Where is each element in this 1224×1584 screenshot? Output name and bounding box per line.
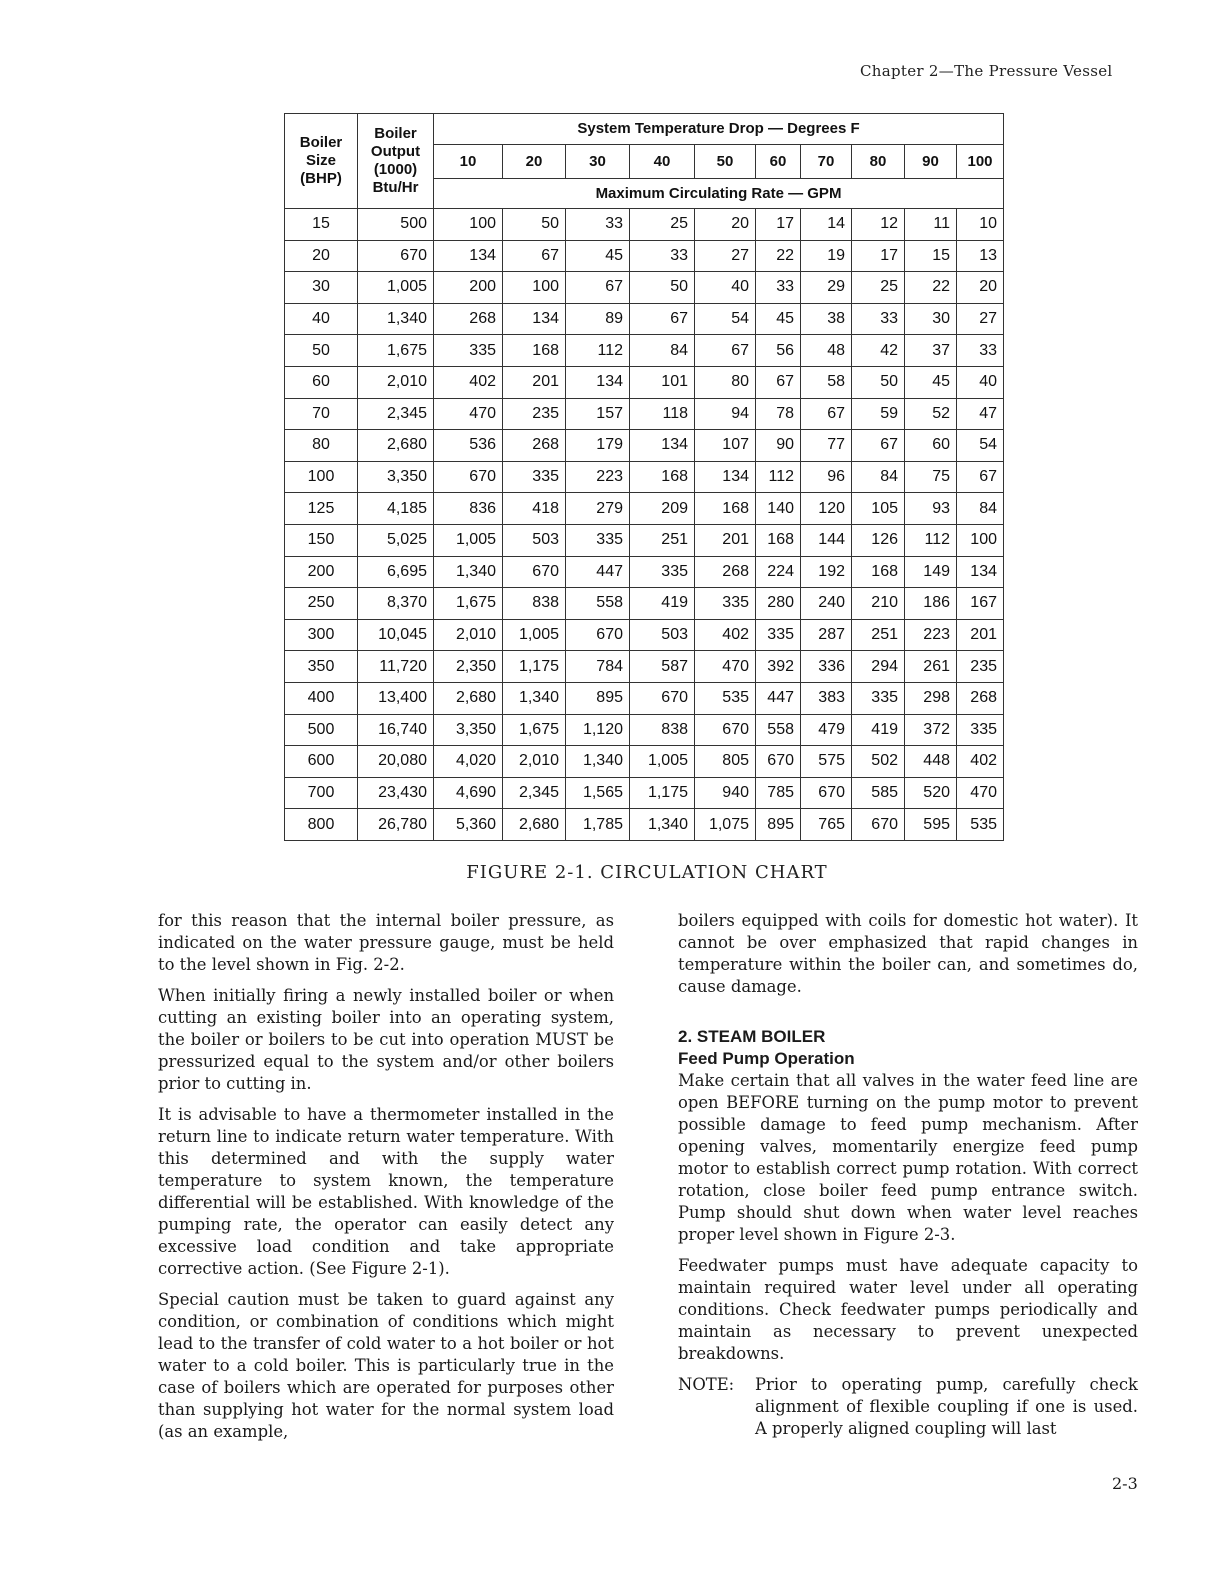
table-row <box>285 272 1004 304</box>
cell-boiler-output: 1,005 <box>358 272 434 304</box>
cell-gpm: 134 <box>695 461 756 493</box>
cell-gpm: 670 <box>695 714 756 746</box>
cell-boiler-output: 26,780 <box>358 809 434 841</box>
cell-boiler-size: 250 <box>285 588 358 620</box>
cell-gpm: 670 <box>801 777 852 809</box>
cell-gpm: 201 <box>695 524 756 556</box>
note-text: Prior to operating pump, carefully check alignment of flexible coupling if one is used. A properly aligned coupling will last <box>755 1375 1138 1438</box>
cell-gpm: 279 <box>566 493 630 525</box>
cell-gpm: 112 <box>756 461 801 493</box>
temp-drop-header: 40 <box>630 145 695 179</box>
cell-gpm: 2,345 <box>503 777 566 809</box>
cell-gpm: 84 <box>630 335 695 367</box>
cell-gpm: 335 <box>756 619 801 651</box>
paragraph: Make certain that all valves in the water feed line are open BEFORE turning on the pump motor to prevent possible damage to feed pump mechanism. After opening valves, momentarily energize feed pump motor to establish correct pump rotation. With correct rotation, close boiler feed pump entrance switch. Pump should shut down when water level reaches proper level shown in Figure 2-3. <box>678 1071 1138 1244</box>
cell-boiler-size: 40 <box>285 303 358 335</box>
cell-gpm: 40 <box>957 366 1004 398</box>
cell-boiler-output: 8,370 <box>358 588 434 620</box>
cell-gpm: 235 <box>503 398 566 430</box>
cell-gpm: 67 <box>566 272 630 304</box>
cell-gpm: 558 <box>756 714 801 746</box>
cell-boiler-size: 350 <box>285 651 358 683</box>
page-number: 2-3 <box>1112 1474 1138 1493</box>
cell-gpm: 223 <box>566 461 630 493</box>
circulation-chart-table <box>284 113 1004 841</box>
cell-gpm: 470 <box>957 777 1004 809</box>
cell-gpm: 58 <box>801 366 852 398</box>
cell-gpm: 670 <box>852 809 905 841</box>
cell-gpm: 17 <box>852 240 905 272</box>
temp-drop-header: 50 <box>695 145 756 179</box>
cell-gpm: 670 <box>434 461 503 493</box>
cell-gpm: 120 <box>801 493 852 525</box>
cell-gpm: 335 <box>695 588 756 620</box>
note <box>678 1374 1138 1440</box>
cell-gpm: 22 <box>756 240 801 272</box>
cell-gpm: 50 <box>630 272 695 304</box>
cell-gpm: 80 <box>695 366 756 398</box>
temp-drop-header: 20 <box>503 145 566 179</box>
cell-gpm: 2,350 <box>434 651 503 683</box>
cell-gpm: 168 <box>852 556 905 588</box>
cell-gpm: 335 <box>566 524 630 556</box>
cell-boiler-output: 10,045 <box>358 619 434 651</box>
cell-gpm: 3,350 <box>434 714 503 746</box>
cell-boiler-output: 3,350 <box>358 461 434 493</box>
temp-drop-header: 90 <box>905 145 957 179</box>
cell-gpm: 503 <box>503 524 566 556</box>
cell-gpm: 765 <box>801 809 852 841</box>
cell-gpm: 838 <box>630 714 695 746</box>
cell-gpm: 186 <box>905 588 957 620</box>
cell-gpm: 419 <box>852 714 905 746</box>
cell-gpm: 470 <box>434 398 503 430</box>
cell-gpm: 1,005 <box>434 524 503 556</box>
cell-gpm: 201 <box>503 366 566 398</box>
cell-gpm: 670 <box>503 556 566 588</box>
cell-gpm: 59 <box>852 398 905 430</box>
cell-gpm: 383 <box>801 682 852 714</box>
cell-gpm: 134 <box>434 240 503 272</box>
cell-gpm: 33 <box>630 240 695 272</box>
cell-gpm: 585 <box>852 777 905 809</box>
cell-boiler-size: 60 <box>285 366 358 398</box>
cell-gpm: 144 <box>801 524 852 556</box>
cell-gpm: 134 <box>503 303 566 335</box>
cell-gpm: 192 <box>801 556 852 588</box>
paragraph: boilers equipped with coils for domestic hot water). It cannot be over emphasized that rapid changes in temperature within the boiler can, and sometimes do, cause damage. <box>678 911 1138 996</box>
cell-boiler-output: 6,695 <box>358 556 434 588</box>
cell-gpm: 223 <box>905 619 957 651</box>
cell-gpm: 1,340 <box>503 682 566 714</box>
cell-gpm: 940 <box>695 777 756 809</box>
note-label: NOTE: <box>678 1375 735 1394</box>
cell-boiler-size: 80 <box>285 430 358 462</box>
cell-gpm: 56 <box>756 335 801 367</box>
cell-gpm: 2,010 <box>434 619 503 651</box>
cell-boiler-output: 4,185 <box>358 493 434 525</box>
table-row <box>285 430 1004 462</box>
cell-gpm: 502 <box>852 746 905 778</box>
cell-gpm: 25 <box>852 272 905 304</box>
cell-boiler-output: 1,340 <box>358 303 434 335</box>
cell-gpm: 15 <box>905 240 957 272</box>
cell-boiler-size: 100 <box>285 461 358 493</box>
table-row <box>285 714 1004 746</box>
cell-boiler-size: 300 <box>285 619 358 651</box>
cell-gpm: 50 <box>852 366 905 398</box>
paragraph: for this reason that the internal boiler pressure, as indicated on the water pressure gauge, must be held to the level shown in Fig. 2-2. <box>158 911 614 974</box>
cell-gpm: 37 <box>905 335 957 367</box>
cell-gpm: 402 <box>434 366 503 398</box>
cell-gpm: 100 <box>503 272 566 304</box>
cell-gpm: 520 <box>905 777 957 809</box>
cell-gpm: 4,690 <box>434 777 503 809</box>
cell-gpm: 447 <box>566 556 630 588</box>
cell-gpm: 54 <box>957 430 1004 462</box>
cell-gpm: 251 <box>852 619 905 651</box>
cell-gpm: 67 <box>503 240 566 272</box>
cell-gpm: 558 <box>566 588 630 620</box>
cell-gpm: 149 <box>905 556 957 588</box>
cell-gpm: 48 <box>801 335 852 367</box>
cell-gpm: 1,340 <box>566 746 630 778</box>
col-header-boiler-size: Boiler Size (BHP) <box>285 114 358 209</box>
cell-gpm: 785 <box>756 777 801 809</box>
cell-gpm: 84 <box>852 461 905 493</box>
cell-gpm: 140 <box>756 493 801 525</box>
cell-boiler-output: 20,080 <box>358 746 434 778</box>
cell-gpm: 78 <box>756 398 801 430</box>
cell-gpm: 419 <box>630 588 695 620</box>
cell-gpm: 45 <box>566 240 630 272</box>
cell-gpm: 107 <box>695 430 756 462</box>
cell-boiler-output: 2,680 <box>358 430 434 462</box>
cell-gpm: 201 <box>957 619 1004 651</box>
cell-gpm: 210 <box>852 588 905 620</box>
cell-gpm: 100 <box>957 524 1004 556</box>
cell-gpm: 503 <box>630 619 695 651</box>
cell-gpm: 27 <box>957 303 1004 335</box>
cell-gpm: 335 <box>957 714 1004 746</box>
cell-gpm: 101 <box>630 366 695 398</box>
paragraph: It is advisable to have a thermometer installed in the return line to indicate return water temperature. With this determined and with the supply water temperature to system known, the temperature differential will be established. With knowledge of the pumping rate, the operator can easily detect any excessive load condition and take appropriate corrective action. (See Figure 2-1). <box>158 1105 614 1278</box>
cell-gpm: 112 <box>905 524 957 556</box>
cell-boiler-output: 1,675 <box>358 335 434 367</box>
cell-boiler-size: 500 <box>285 714 358 746</box>
cell-gpm: 94 <box>695 398 756 430</box>
cell-gpm: 261 <box>905 651 957 683</box>
cell-boiler-size: 20 <box>285 240 358 272</box>
cell-gpm: 179 <box>566 430 630 462</box>
cell-gpm: 112 <box>566 335 630 367</box>
cell-gpm: 335 <box>852 682 905 714</box>
cell-boiler-output: 13,400 <box>358 682 434 714</box>
left-text-column <box>158 910 614 1452</box>
cell-gpm: 67 <box>695 335 756 367</box>
cell-gpm: 479 <box>801 714 852 746</box>
temp-drop-header: 70 <box>801 145 852 179</box>
cell-gpm: 535 <box>695 682 756 714</box>
cell-gpm: 89 <box>566 303 630 335</box>
cell-gpm: 470 <box>695 651 756 683</box>
temp-drop-header: 60 <box>756 145 801 179</box>
cell-gpm: 93 <box>905 493 957 525</box>
cell-gpm: 168 <box>630 461 695 493</box>
cell-gpm: 168 <box>503 335 566 367</box>
cell-boiler-output: 11,720 <box>358 651 434 683</box>
cell-gpm: 27 <box>695 240 756 272</box>
cell-boiler-size: 15 <box>285 209 358 241</box>
cell-boiler-size: 125 <box>285 493 358 525</box>
cell-gpm: 235 <box>957 651 1004 683</box>
cell-gpm: 38 <box>801 303 852 335</box>
table-row <box>285 209 1004 241</box>
table-row <box>285 746 1004 778</box>
cell-gpm: 200 <box>434 272 503 304</box>
cell-boiler-size: 30 <box>285 272 358 304</box>
table-row <box>285 524 1004 556</box>
cell-gpm: 670 <box>756 746 801 778</box>
temp-drop-header: 80 <box>852 145 905 179</box>
cell-boiler-size: 800 <box>285 809 358 841</box>
cell-gpm: 67 <box>801 398 852 430</box>
cell-gpm: 1,565 <box>566 777 630 809</box>
cell-gpm: 298 <box>905 682 957 714</box>
cell-gpm: 4,020 <box>434 746 503 778</box>
group-header-temp-drop: System Temperature Drop — Degrees F <box>434 114 1004 145</box>
cell-gpm: 20 <box>695 209 756 241</box>
figure-caption: FIGURE 2-1. CIRCULATION CHART <box>466 862 828 883</box>
cell-gpm: 1,785 <box>566 809 630 841</box>
col-header-boiler-output: Boiler Output (1000) Btu/Hr <box>358 114 434 209</box>
cell-boiler-size: 150 <box>285 524 358 556</box>
cell-gpm: 157 <box>566 398 630 430</box>
cell-gpm: 47 <box>957 398 1004 430</box>
cell-gpm: 17 <box>756 209 801 241</box>
cell-gpm: 1,005 <box>630 746 695 778</box>
cell-gpm: 268 <box>695 556 756 588</box>
cell-gpm: 50 <box>503 209 566 241</box>
cell-gpm: 1,675 <box>503 714 566 746</box>
temp-drop-header: 10 <box>434 145 503 179</box>
table-row <box>285 556 1004 588</box>
cell-gpm: 268 <box>434 303 503 335</box>
table-row <box>285 461 1004 493</box>
cell-gpm: 268 <box>957 682 1004 714</box>
cell-boiler-size: 200 <box>285 556 358 588</box>
cell-gpm: 33 <box>852 303 905 335</box>
cell-gpm: 392 <box>756 651 801 683</box>
sub-header-gpm: Maximum Circulating Rate — GPM <box>434 179 1004 209</box>
cell-gpm: 224 <box>756 556 801 588</box>
cell-gpm: 77 <box>801 430 852 462</box>
cell-gpm: 22 <box>905 272 957 304</box>
cell-gpm: 52 <box>905 398 957 430</box>
cell-gpm: 587 <box>630 651 695 683</box>
cell-gpm: 5,360 <box>434 809 503 841</box>
cell-gpm: 100 <box>434 209 503 241</box>
cell-gpm: 1,075 <box>695 809 756 841</box>
cell-gpm: 1,675 <box>434 588 503 620</box>
cell-gpm: 447 <box>756 682 801 714</box>
cell-gpm: 251 <box>630 524 695 556</box>
cell-gpm: 84 <box>957 493 1004 525</box>
cell-gpm: 402 <box>695 619 756 651</box>
table-row <box>285 240 1004 272</box>
cell-gpm: 33 <box>756 272 801 304</box>
table-row <box>285 335 1004 367</box>
cell-gpm: 67 <box>756 366 801 398</box>
cell-boiler-size: 50 <box>285 335 358 367</box>
cell-gpm: 67 <box>957 461 1004 493</box>
cell-gpm: 90 <box>756 430 801 462</box>
cell-boiler-output: 670 <box>358 240 434 272</box>
cell-gpm: 19 <box>801 240 852 272</box>
cell-gpm: 33 <box>566 209 630 241</box>
cell-gpm: 1,120 <box>566 714 630 746</box>
cell-gpm: 2,010 <box>503 746 566 778</box>
cell-gpm: 240 <box>801 588 852 620</box>
paragraph: Feedwater pumps must have adequate capacity to maintain required water level under all operating conditions. Check feedwater pumps periodically and maintain as necessary to prevent unexpected breakdowns. <box>678 1256 1138 1363</box>
table-row <box>285 682 1004 714</box>
table-row <box>285 398 1004 430</box>
temp-drop-header: 30 <box>566 145 630 179</box>
table-row <box>285 619 1004 651</box>
cell-gpm: 335 <box>503 461 566 493</box>
cell-gpm: 670 <box>566 619 630 651</box>
cell-gpm: 60 <box>905 430 957 462</box>
cell-gpm: 595 <box>905 809 957 841</box>
cell-gpm: 134 <box>630 430 695 462</box>
cell-gpm: 105 <box>852 493 905 525</box>
cell-gpm: 418 <box>503 493 566 525</box>
cell-gpm: 20 <box>957 272 1004 304</box>
cell-gpm: 448 <box>905 746 957 778</box>
cell-gpm: 67 <box>852 430 905 462</box>
cell-boiler-output: 5,025 <box>358 524 434 556</box>
cell-gpm: 294 <box>852 651 905 683</box>
cell-gpm: 535 <box>957 809 1004 841</box>
cell-gpm: 30 <box>905 303 957 335</box>
table-row <box>285 651 1004 683</box>
cell-gpm: 96 <box>801 461 852 493</box>
table-row <box>285 493 1004 525</box>
cell-gpm: 1,340 <box>434 556 503 588</box>
cell-gpm: 838 <box>503 588 566 620</box>
running-head: Chapter 2—The Pressure Vessel <box>860 62 1113 80</box>
cell-gpm: 287 <box>801 619 852 651</box>
cell-gpm: 118 <box>630 398 695 430</box>
cell-boiler-output: 500 <box>358 209 434 241</box>
cell-gpm: 12 <box>852 209 905 241</box>
cell-boiler-size: 700 <box>285 777 358 809</box>
cell-gpm: 45 <box>756 303 801 335</box>
cell-gpm: 402 <box>957 746 1004 778</box>
cell-gpm: 1,175 <box>503 651 566 683</box>
table-row <box>285 777 1004 809</box>
cell-gpm: 895 <box>756 809 801 841</box>
paragraph: When initially firing a newly installed boiler or when cutting an existing boiler into an operating system, the boiler or boilers to be cut into operation MUST be pressurized equal to the system and/or other boilers prior to cutting in. <box>158 986 614 1093</box>
cell-gpm: 45 <box>905 366 957 398</box>
cell-gpm: 1,340 <box>630 809 695 841</box>
cell-gpm: 168 <box>756 524 801 556</box>
cell-gpm: 14 <box>801 209 852 241</box>
cell-gpm: 40 <box>695 272 756 304</box>
cell-gpm: 29 <box>801 272 852 304</box>
cell-gpm: 25 <box>630 209 695 241</box>
cell-gpm: 805 <box>695 746 756 778</box>
cell-gpm: 67 <box>630 303 695 335</box>
cell-boiler-output: 16,740 <box>358 714 434 746</box>
paragraph: Special caution must be taken to guard against any condition, or combination of conditions which might lead to the transfer of cold water to a hot boiler or hot water to a cold boiler. This is particularly true in the case of boilers which are operated for purposes other than supplying hot water for the normal system load (as an example, <box>158 1290 614 1441</box>
cell-gpm: 335 <box>434 335 503 367</box>
cell-boiler-size: 600 <box>285 746 358 778</box>
cell-gpm: 575 <box>801 746 852 778</box>
cell-gpm: 134 <box>566 366 630 398</box>
cell-boiler-size: 70 <box>285 398 358 430</box>
cell-gpm: 372 <box>905 714 957 746</box>
cell-gpm: 268 <box>503 430 566 462</box>
cell-gpm: 167 <box>957 588 1004 620</box>
cell-gpm: 2,680 <box>434 682 503 714</box>
table-row <box>285 303 1004 335</box>
cell-gpm: 536 <box>434 430 503 462</box>
cell-gpm: 42 <box>852 335 905 367</box>
subsection-heading: Feed Pump Operation <box>678 1049 855 1068</box>
cell-gpm: 33 <box>957 335 1004 367</box>
table-row <box>285 366 1004 398</box>
cell-gpm: 75 <box>905 461 957 493</box>
cell-gpm: 280 <box>756 588 801 620</box>
cell-gpm: 134 <box>957 556 1004 588</box>
cell-gpm: 670 <box>630 682 695 714</box>
cell-boiler-output: 23,430 <box>358 777 434 809</box>
cell-gpm: 209 <box>630 493 695 525</box>
cell-gpm: 2,680 <box>503 809 566 841</box>
cell-gpm: 895 <box>566 682 630 714</box>
cell-boiler-output: 2,010 <box>358 366 434 398</box>
table-row <box>285 809 1004 841</box>
section-heading: 2. STEAM BOILER <box>678 1027 826 1046</box>
cell-gpm: 126 <box>852 524 905 556</box>
cell-gpm: 336 <box>801 651 852 683</box>
table-row <box>285 588 1004 620</box>
cell-gpm: 784 <box>566 651 630 683</box>
cell-gpm: 168 <box>695 493 756 525</box>
cell-gpm: 13 <box>957 240 1004 272</box>
cell-gpm: 54 <box>695 303 756 335</box>
cell-gpm: 836 <box>434 493 503 525</box>
cell-gpm: 1,175 <box>630 777 695 809</box>
cell-boiler-size: 400 <box>285 682 358 714</box>
cell-gpm: 11 <box>905 209 957 241</box>
cell-gpm: 335 <box>630 556 695 588</box>
cell-gpm: 1,005 <box>503 619 566 651</box>
temp-drop-header: 100 <box>957 145 1004 179</box>
cell-boiler-output: 2,345 <box>358 398 434 430</box>
right-text-column <box>678 910 1138 1440</box>
cell-gpm: 10 <box>957 209 1004 241</box>
